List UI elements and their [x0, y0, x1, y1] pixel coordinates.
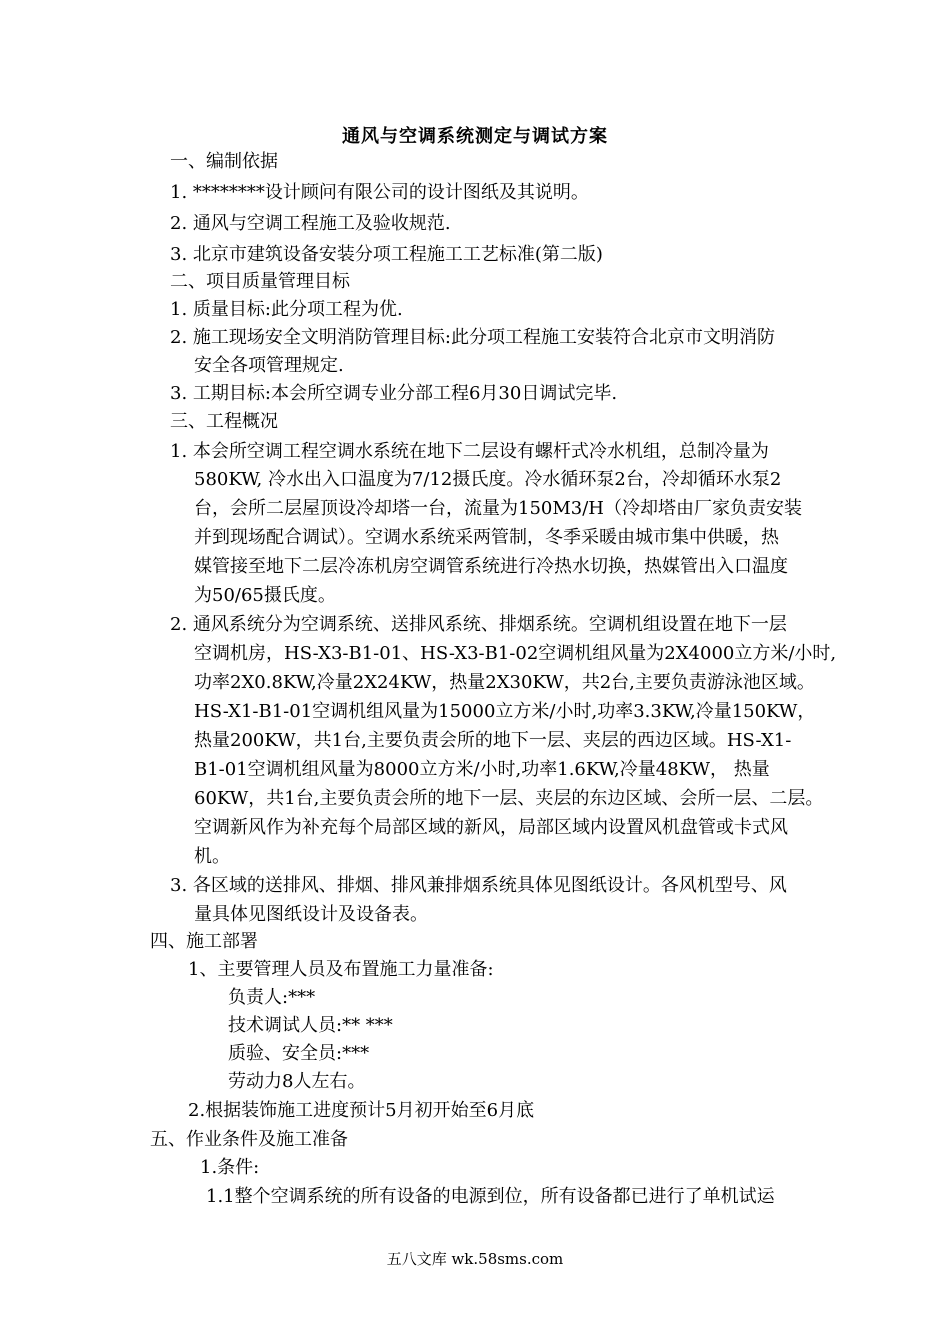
list-item: 3. 工期目标:本会所空调专业分部工程6月30日调试完毕.: [170, 383, 618, 404]
section-heading: 一、编制依据: [170, 151, 278, 172]
list-item-continuation: B1-01空调机组风量为8000立方米/小时,功率1.6KW,冷量48KW， 热量: [194, 759, 770, 780]
list-item-continuation: 媒管接至地下二层冷冻机房空调管系统进行冷热水切换，热媒管出入口温度: [194, 556, 788, 577]
section-heading: 二、项目质量管理目标: [170, 271, 350, 292]
footer-watermark-text: 五八文库 wk.58sms.com: [386, 1250, 564, 1268]
list-item: 1.1整个空调系统的所有设备的电源到位，所有设备都已进行了单机试运: [206, 1186, 775, 1207]
list-item-continuation: 为50/65摄氏度。: [194, 585, 336, 606]
list-item: 1.条件:: [200, 1157, 260, 1178]
list-item: 3. 各区域的送排风、排烟、排风兼排烟系统具体见图纸设计。各风机型号、风: [170, 875, 787, 896]
list-item: 2. 通风与空调工程施工及验收规范.: [170, 213, 451, 234]
list-item-continuation: 量具体见图纸设计及设备表。: [194, 904, 428, 925]
section-heading: 三、工程概况: [170, 411, 278, 432]
list-item-continuation: 热量200KW，共1台,主要负责会所的地下一层、夹层的西边区域。HS-X1-: [194, 730, 792, 751]
section-heading: 四、施工部署: [150, 931, 258, 952]
list-item-continuation: 功率2X0.8KW,冷量2X24KW，热量2X30KW，共2台,主要负责游泳池区域。: [194, 672, 815, 693]
list-item: 1. 本会所空调工程空调水系统在地下二层设有螺杆式冷水机组，总制冷量为: [170, 441, 769, 462]
list-item-continuation: HS-X1-B1-01空调机组风量为15000立方米/小时,功率3.3KW,冷量150KW，: [194, 701, 816, 722]
list-item: 2. 施工现场安全文明消防管理目标:此分项工程施工安装符合北京市文明消防: [170, 327, 775, 348]
list-item-continuation: 空调机房，HS-X3-B1-01、HS-X3-B1-02空调机组风量为2X4000立方米/小时,: [194, 643, 837, 664]
list-item-continuation: 60KW，共1台,主要负责会所的地下一层、夹层的东边区域、会所一层、二层。: [194, 788, 824, 809]
list-item-detail: 劳动力8人左右。: [228, 1071, 366, 1092]
list-item-detail: 负责人:***: [228, 987, 316, 1008]
list-item-continuation: 台，会所二层屋顶设冷却塔一台，流量为150M3/H（冷却塔由厂家负责安装: [194, 498, 802, 519]
list-item: 2.根据装饰施工进度预计5月初开始至6月底: [188, 1100, 535, 1121]
list-item: 2. 通风系统分为空调系统、送排风系统、排烟系统。空调机组设置在地下一层: [170, 614, 787, 635]
list-item-continuation: 并到现场配合调试）。空调水系统采两管制，冬季采暖由城市集中供暖，热: [194, 527, 779, 548]
list-item: 1、主要管理人员及布置施工力量准备:: [188, 959, 494, 980]
section-heading: 五、作业条件及施工准备: [150, 1129, 348, 1150]
list-item: 1. ********设计顾问有限公司的设计图纸及其说明。: [170, 182, 589, 203]
list-item-detail: 质验、安全员:***: [228, 1043, 370, 1064]
list-item-continuation: 580KW, 冷水出入口温度为7/12摄氏度。冷水循环泵2台，冷却循环水泵2: [194, 469, 782, 490]
list-item: 3. 北京市建筑设备安装分项工程施工工艺标准(第二版): [170, 244, 603, 265]
list-item-continuation: 安全各项管理规定.: [194, 355, 344, 376]
document-title: 通风与空调系统测定与调试方案: [342, 126, 608, 147]
list-item-continuation: 空调新风作为补充每个局部区域的新风，局部区域内设置风机盘管或卡式风: [194, 817, 788, 838]
list-item-continuation: 机。: [194, 846, 230, 867]
list-item-detail: 技术调试人员:** ***: [228, 1015, 393, 1036]
list-item: 1. 质量目标:此分项工程为优.: [170, 299, 403, 320]
